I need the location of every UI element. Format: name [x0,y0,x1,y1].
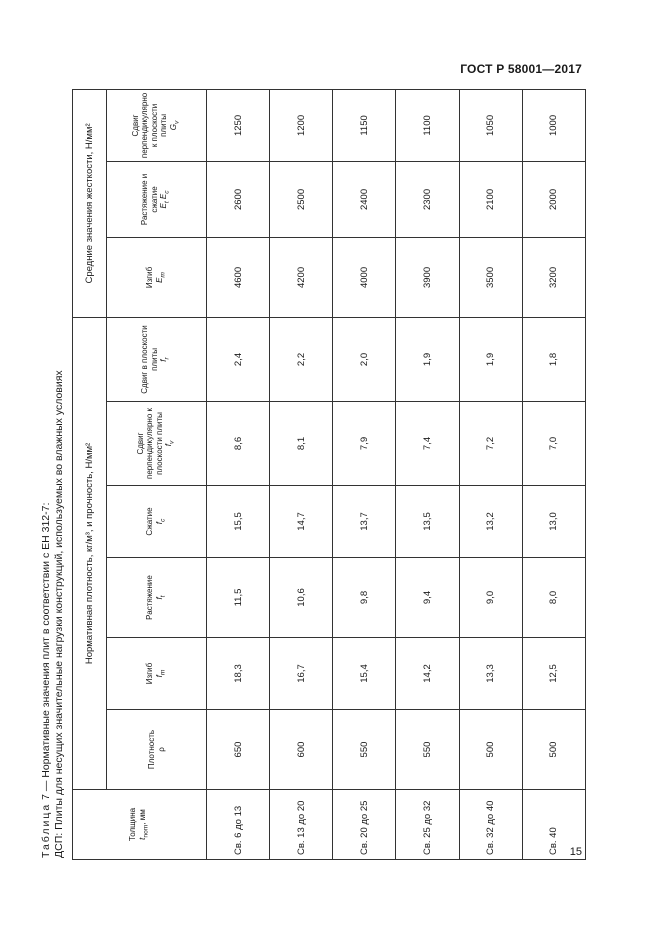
col-shear-plane-symbol: f [159,359,169,362]
cell-shear-plane: 1,9 [459,317,522,401]
col-shear-perp [107,402,207,486]
cell-tc-modulus: 2100 [459,161,522,237]
caption-title: 7 — Нормативные значения плит в соответствии с ЕН 312-7: [40,502,52,803]
caption-table-label: Таблица [40,802,52,858]
cell-shear-perp: 8,1 [270,402,333,486]
cell-shear-plane: 1,9 [396,317,459,401]
col-shear-perp-symbol: f [164,444,174,447]
cell-tension: 8,0 [522,558,585,638]
col-compression [107,486,207,558]
cell-bending: 16,7 [270,638,333,710]
cell-tension: 11,5 [207,558,270,638]
col-tension [107,558,207,638]
cell-bending: 13,3 [459,638,522,710]
cell-compression: 15,5 [207,486,270,558]
col-density [107,710,207,790]
row-thickness: Св. 40 [522,790,585,860]
col-compression-sub: c [159,518,167,523]
cell-shear-modulus: 1000 [522,89,585,161]
col-tc-modulus-label: Растяжение и сжатие [140,173,159,226]
cell-shear-modulus: 1150 [333,89,396,161]
thickness-unit-symbol: t [137,837,147,840]
cell-density: 550 [396,710,459,790]
col-tension-label: Растяжение [145,575,155,620]
cell-shear-plane: 2,2 [270,317,333,401]
cell-compression: 13,2 [459,486,522,558]
col-bending-symbol: f [154,675,164,678]
cell-tc-modulus: 2400 [333,161,396,237]
cell-shear-modulus: 1250 [207,89,270,161]
cell-shear-modulus: 1100 [396,89,459,161]
col-tc-modulus-sub2: c [164,190,172,194]
cell-density: 500 [522,710,585,790]
cell-compression: 13,0 [522,486,585,558]
col-shear-plane-sub: r [164,357,172,360]
cell-density: 650 [207,710,270,790]
table-caption [40,90,72,860]
row-thickness: Св. 32 до 40 [459,790,522,860]
col-bending-modulus-label: Изгиб [145,266,155,289]
cell-bending: 12,5 [522,638,585,710]
rotated-table-block [40,90,586,860]
caption-line-1 [40,90,53,858]
col-bending-label: Изгиб [145,662,155,685]
col-compression-symbol: f [154,522,164,525]
cell-shear-perp: 8,6 [207,402,270,486]
cell-tc-modulus: 2500 [270,161,333,237]
cell-tension: 9,8 [333,558,396,638]
col-bending-sub: m [159,669,167,676]
cell-shear-modulus: 1050 [459,89,522,161]
cell-shear-plane: 2,4 [207,317,270,401]
cell-bending-modulus: 4600 [207,237,270,317]
thickness-header [73,790,207,860]
table-row [207,89,270,859]
cell-shear-perp: 7,0 [522,402,585,486]
cell-compression: 13,7 [333,486,396,558]
page-number: 15 [569,846,582,858]
cell-tension: 10,6 [270,558,333,638]
col-tc-modulus-symbol: E [159,203,169,209]
thickness-unit-rest: , мм [137,809,147,825]
cell-density: 550 [333,710,396,790]
density-group-header: Нормативная плотность, кг/м³, и прочность, Н/мм² [73,317,107,789]
thickness-unit-sub: nom [142,824,150,838]
col-tc-modulus-symbol2: E [159,193,169,200]
col-shear-perp-sub: v [168,440,176,445]
col-tension-compression-modulus [107,161,207,237]
cell-tc-modulus: 2600 [207,161,270,237]
col-bending-modulus-symbol: E [154,277,164,283]
col-shear-modulus-sub: v [173,120,181,124]
cell-density: 600 [270,710,333,790]
row-thickness: Св. 25 до 32 [396,790,459,860]
col-shear-modulus-label: Сдвиг перпендикулярно к плоскости плиты [130,92,169,159]
properties-table [72,89,586,860]
col-tc-modulus-sub: t [164,201,172,204]
col-shear-perp-label: Сдвиг перпендикулярно к плоскости плиты [135,407,164,480]
cell-shear-plane: 2,0 [333,317,396,401]
col-shear-plane [107,317,207,401]
col-bending-modulus-sub: m [159,272,167,278]
col-compression-label: Сжатие [145,507,155,536]
row-thickness: Св. 20 до 25 [333,790,396,860]
cell-tension: 9,0 [459,558,522,638]
col-density-label: Плотность [147,729,156,770]
cell-shear-perp: 7,4 [396,402,459,486]
table-row [396,89,459,859]
cell-bending-modulus: 4000 [333,237,396,317]
table-row [333,89,396,859]
cell-tension: 9,4 [396,558,459,638]
header-row-groups [73,89,107,859]
col-bending-modulus [107,237,207,317]
cell-density: 500 [459,710,522,790]
col-shear-modulus [107,89,207,161]
cell-bending: 18,3 [207,638,270,710]
col-shear-modulus-symbol: G [168,124,178,131]
cell-compression: 13,5 [396,486,459,558]
table-row [270,89,333,859]
row-thickness: Св. 6 до 13 [207,790,270,860]
cell-bending-modulus: 4200 [270,237,333,317]
cell-bending-modulus: 3900 [396,237,459,317]
cell-tc-modulus: 2000 [522,161,585,237]
col-bending [107,638,207,710]
cell-bending-modulus: 3500 [459,237,522,317]
cell-shear-modulus: 1200 [270,89,333,161]
cell-shear-plane: 1,8 [522,317,585,401]
cell-bending-modulus: 3200 [522,237,585,317]
col-density-symbol: ρ [156,747,166,752]
document-code: ГОСТ Р 58001—2017 [460,62,582,76]
table-row [459,89,522,859]
cell-bending: 14,2 [396,638,459,710]
cell-shear-perp: 7,9 [333,402,396,486]
cell-compression: 14,7 [270,486,333,558]
table-row [522,89,585,859]
caption-line-2: ДСП: Плиты для несущих значительные нагрузки конструкций, используемых во влажных условиях [53,370,65,858]
cell-tc-modulus: 2300 [396,161,459,237]
stiffness-group-header: Средние значения жесткости, Н/мм² [73,89,107,317]
cell-bending: 15,4 [333,638,396,710]
thickness-header-label: Толщина [128,807,138,842]
col-tension-symbol: f [154,597,164,600]
col-shear-plane-label: Сдвиг в плоскости плиты [140,325,159,394]
header-row-columns [107,89,207,859]
row-thickness: Св. 13 до 20 [270,790,333,860]
col-tension-sub: t [159,595,167,598]
cell-shear-perp: 7,2 [459,402,522,486]
